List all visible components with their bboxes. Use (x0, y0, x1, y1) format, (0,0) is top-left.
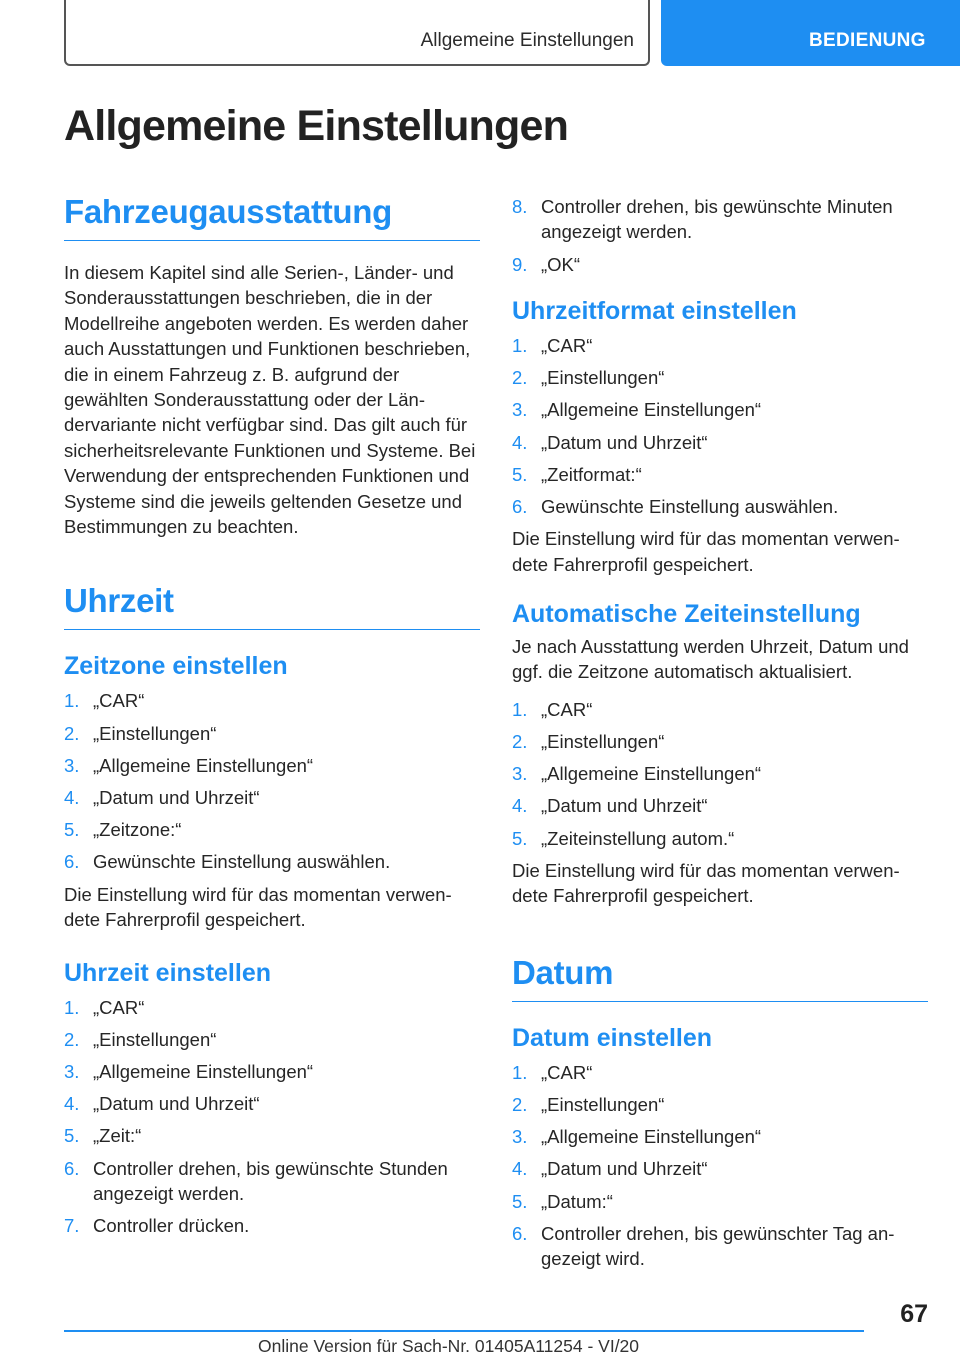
uhrzeit-steps-part1 (64, 995, 480, 1239)
list-item: 3. „Allgemeine Einstellungen“ (64, 1060, 314, 1082)
section-heading-uhrzeit: Uhrzeit (64, 581, 480, 630)
datum-steps (512, 1060, 928, 1272)
list-item: 5. „Zeitformat:“ (512, 463, 642, 485)
uhrzeit-steps-part2 (512, 194, 928, 277)
page-number: 67 (900, 1300, 928, 1328)
list-item: 6. Gewünschte Einstellung auswählen. (64, 851, 391, 873)
list-item: 8. Controller drehen, bis gewünschte Minuten angezeigt werden. (512, 196, 893, 243)
list-item: 7. Controller drücken. (64, 1215, 250, 1237)
zeitzone-note: Die Einstellung wird für das momentan verwendete Fahrerprofil gespeichert. (64, 883, 452, 931)
list-item: 3. „Allgemeine Einstellungen“ (64, 754, 314, 776)
fahrzeugausstattung-text: In diesem Kapitel sind alle Serien-, Länder- und Sonderausstattungen beschrieben, die in der Modellreihe angeboten werden. Es werden daher auch Ausstattungen und Funktionen beschrieben, die in einem Fahrzeug z. B. aufgrund der gewählten Sonderausstattung oder der Ländervariante nicht verfügbar sind. Das gilt auch für sicherheitsrelevante Funktionen und Systeme. Bei Verwendung der entsprechenden Funktionen und Systeme sind die jeweils geltenden Gesetze und Bestimmungen zu beachten. (64, 262, 476, 538)
list-item: 6. Gewünschte Einstellung auswählen. (512, 496, 839, 518)
list-item: 1. „CAR“ (512, 698, 593, 720)
footer-text: Online Version für Sach-Nr. 01405A11254 - VI/20 (258, 1336, 640, 1356)
list-item: 6. Controller drehen, bis gewünschte Stunden angezeigt werden. (64, 1157, 448, 1204)
subheading-datum-einstellen: Datum einstellen (512, 1023, 713, 1052)
list-item: 2. „Einstellungen“ (512, 731, 665, 753)
automatische-zeiteinstellung-steps (512, 697, 928, 851)
subheading-automatische-zeiteinstellung: Automatische Zeiteinstellung (512, 600, 861, 629)
subheading-uhrzeitformat-einstellen: Uhrzeitformat einstellen (512, 297, 797, 326)
automatische-zeiteinstellung-text: Je nach Ausstattung werden Uhrzeit, Datum und ggf. die Zeitzone automatisch aktualisiert. (512, 636, 909, 683)
list-item: 3. „Allgemeine Einstellungen“ (512, 763, 762, 785)
list-item: 1. „CAR“ (64, 996, 145, 1018)
header-section-title: Allgemeine Einstellungen (420, 30, 634, 51)
list-item: 2. „Einstellungen“ (512, 367, 665, 389)
zeitzone-steps (64, 688, 480, 874)
list-item: 3. „Allgemeine Einstellungen“ (512, 1126, 762, 1148)
list-item: 4. „Datum und Uhrzeit“ (64, 1093, 260, 1115)
left-column (64, 192, 480, 1245)
header-section-tab (64, 0, 650, 66)
page-title: Allgemeine Einstellungen (64, 102, 569, 150)
subheading-uhrzeit-einstellen: Uhrzeit einstellen (64, 958, 271, 987)
list-item: 6. Controller drehen, bis gewünschter Tag angezeigt wird. (512, 1222, 895, 1270)
list-item: 5. „Datum:“ (512, 1190, 613, 1212)
uhrzeitformat-steps (512, 333, 928, 519)
list-item: 2. „Einstellungen“ (64, 722, 217, 744)
list-item: 1. „CAR“ (512, 335, 593, 357)
right-column (512, 194, 928, 1278)
list-item: 5. „Zeiteinstellung autom.“ (512, 827, 735, 849)
footer-divider (64, 1330, 864, 1332)
list-item: 1. „CAR“ (64, 690, 145, 712)
list-item: 1. „CAR“ (512, 1061, 593, 1083)
list-item: 3. „Allgemeine Einstellungen“ (512, 399, 762, 421)
list-item: 2. „Einstellungen“ (512, 1093, 665, 1115)
section-heading-datum: Datum (512, 953, 928, 1002)
header-chapter-tab (661, 0, 960, 66)
automatische-zeiteinstellung-note: Die Einstellung wird für das momentan verwendete Fahrerprofil gespeichert. (512, 859, 900, 907)
list-item: 4. „Datum und Uhrzeit“ (512, 1158, 708, 1180)
subheading-zeitzone-einstellen: Zeitzone einstellen (64, 652, 288, 681)
list-item: 9. „OK“ (512, 253, 581, 275)
list-item: 4. „Datum und Uhrzeit“ (64, 787, 260, 809)
list-item: 4. „Datum und Uhrzeit“ (512, 431, 708, 453)
header-chapter-title: BEDIENUNG (809, 30, 926, 51)
list-item: 4. „Datum und Uhrzeit“ (512, 795, 708, 817)
list-item: 2. „Einstellungen“ (64, 1028, 217, 1050)
uhrzeitformat-note: Die Einstellung wird für das momentan verwendete Fahrerprofil gespeichert. (512, 528, 900, 575)
list-item: 5. „Zeit:“ (64, 1125, 142, 1147)
list-item: 5. „Zeitzone:“ (64, 819, 182, 841)
section-heading-fahrzeugausstattung: Fahrzeugausstattung (64, 192, 480, 241)
